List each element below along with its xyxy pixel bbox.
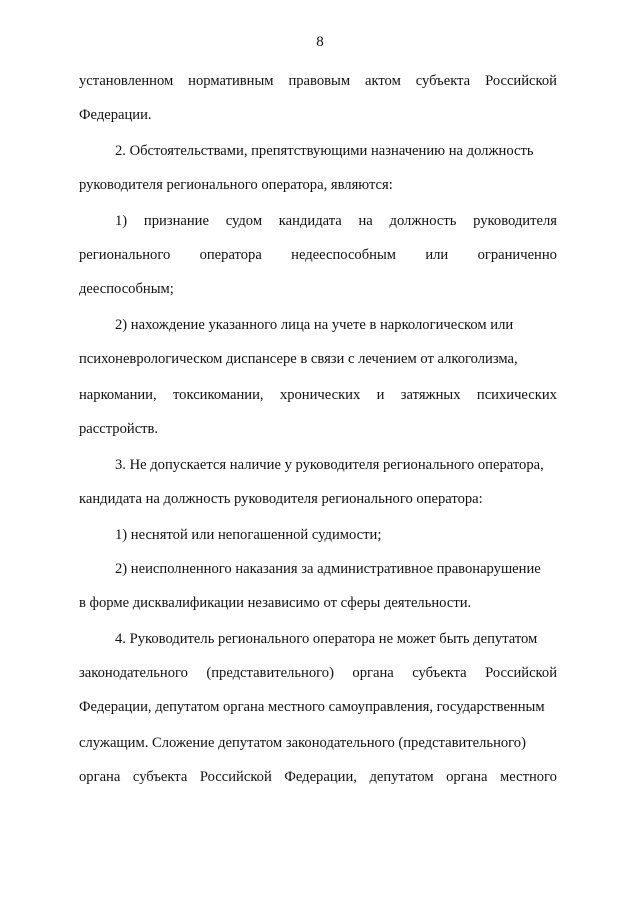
text-line <box>115 212 557 230</box>
text-line: в форме дисквалификации независимо от сферы деятельности. <box>79 595 472 611</box>
word: оператора <box>199 247 262 263</box>
text-line <box>79 386 557 404</box>
word: субъекта <box>415 73 471 89</box>
word: нормативным <box>188 73 274 89</box>
word: органа <box>352 665 394 681</box>
word: законодательного <box>79 665 188 681</box>
word: субъекта <box>132 769 188 785</box>
text-line: Федерации, депутатом органа местного самоуправления, государственным <box>79 699 545 715</box>
word: актом <box>364 73 401 89</box>
text-line: кандидата на должность руководителя регионального оператора: <box>79 491 483 507</box>
text-line: 2. Обстоятельствами, препятствующими назначению на должность <box>115 143 534 159</box>
word: органа <box>79 769 121 785</box>
word: затяжных <box>400 387 461 403</box>
word: регионального <box>79 247 171 263</box>
text-line: 1) неснятой или непогашенной судимости; <box>115 527 382 543</box>
word: психических <box>476 387 557 403</box>
text-line: 4. Руководитель регионального оператора не может быть депутатом <box>115 631 538 647</box>
word: местного <box>500 769 557 785</box>
word: субъекта <box>412 665 467 681</box>
text-line: расстройств. <box>79 421 159 437</box>
text-line: Федерации. <box>79 107 152 123</box>
word: кандидата <box>278 213 342 229</box>
word: 1) <box>115 213 128 229</box>
text-line: 2) неисполненного наказания за административное правонарушение <box>115 561 541 577</box>
word: на <box>358 213 373 229</box>
word: установленном <box>79 73 174 89</box>
word: правовым <box>288 73 351 89</box>
word: токсикомании, <box>173 387 264 403</box>
text-line <box>79 768 557 786</box>
word: судом <box>225 213 263 229</box>
page-number: 8 <box>316 34 324 50</box>
word: (представительного) <box>206 665 334 681</box>
text-line: руководителя регионального оператора, являются: <box>79 177 393 193</box>
word: признание <box>143 213 209 229</box>
word: недееспособным <box>291 247 396 263</box>
word: Российской <box>199 769 272 785</box>
text-line: психоневрологическом диспансере в связи с лечением от алкоголизма, <box>79 351 518 367</box>
text-line <box>79 246 557 264</box>
word: наркомании, <box>79 387 157 403</box>
word: руководителя <box>473 213 557 229</box>
word: Российской <box>485 665 557 681</box>
word: Федерации, <box>284 769 357 785</box>
text-line: служащим. Сложение депутатом законодательного (представительного) <box>79 735 526 751</box>
text-line: 2) нахождение указанного лица на учете в наркологическом или <box>115 317 514 333</box>
word: хронических <box>279 387 361 403</box>
word: должность <box>389 213 457 229</box>
text-line: 3. Не допускается наличие у руководителя регионального оператора, <box>115 457 544 473</box>
text-line <box>79 664 557 682</box>
text-line <box>79 72 557 90</box>
word: и <box>376 387 385 403</box>
word: депутатом <box>369 769 434 785</box>
text-line: дееспособным; <box>79 281 174 297</box>
word: или <box>425 247 449 263</box>
word: ограниченно <box>477 247 557 263</box>
word: органа <box>446 769 488 785</box>
word: Российской <box>485 73 557 89</box>
